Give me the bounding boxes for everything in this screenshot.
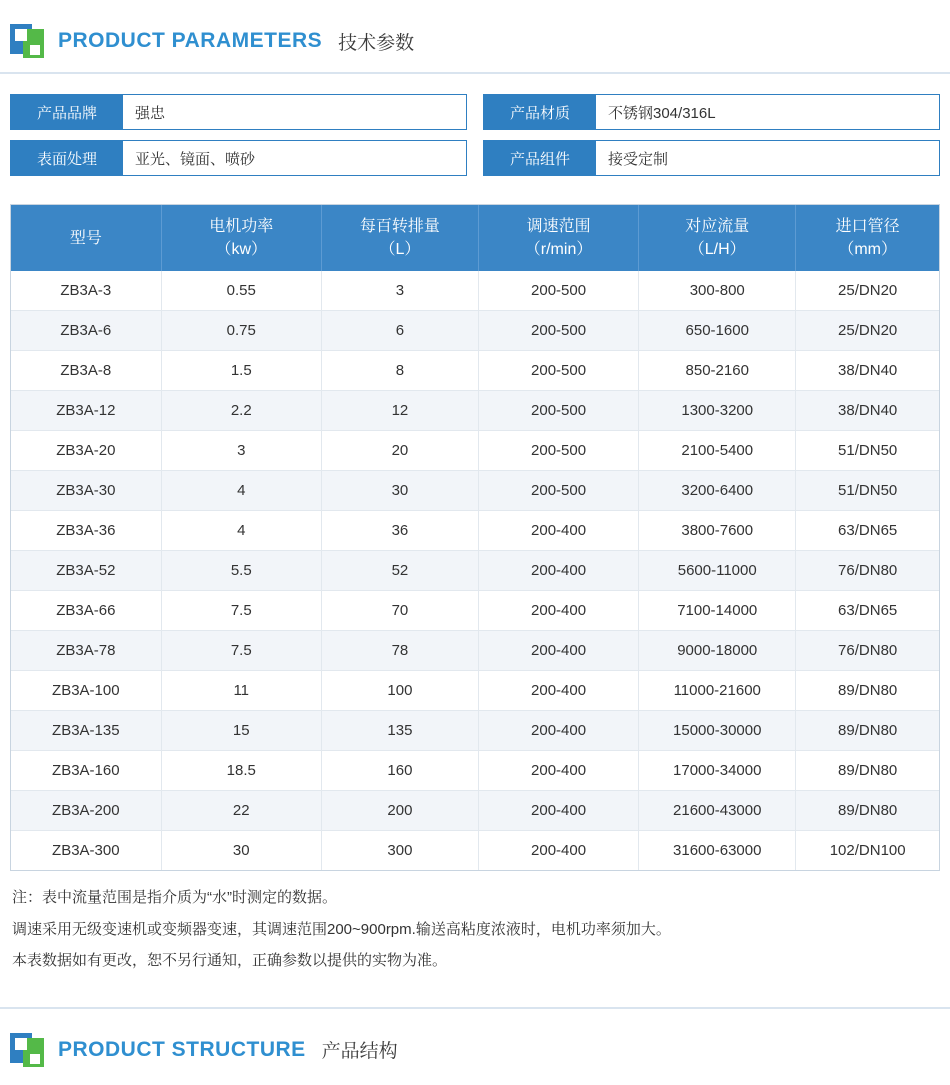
- note-line-2: 调速采用无级变速机或变频器变速，其调速范围200~900rpm.输送高粘度浓液时，电机功率须加大。: [12, 920, 671, 938]
- table-row: [11, 671, 939, 711]
- info-row-surface-treatment: [10, 140, 467, 176]
- info-label-material: 产品材质: [484, 95, 596, 129]
- table-cell-inlet-diameter: 89/DN80: [796, 791, 939, 831]
- table-cell-model: ZB3A-12: [11, 391, 161, 431]
- table-cell-motor-power: 4: [161, 511, 321, 551]
- table-cell-motor-power: 1.5: [161, 351, 321, 391]
- table-cell-model: ZB3A-30: [11, 471, 161, 511]
- table-cell-flow-rate: 3800-7600: [639, 511, 796, 551]
- table-cell-flow-rate: 650-1600: [639, 311, 796, 351]
- table-cell-inlet-diameter: 51/DN50: [796, 431, 939, 471]
- table-header-displacement-line2: （L）: [379, 241, 421, 259]
- section-header-parameters: [0, 0, 950, 74]
- table-cell-flow-rate: 1300-3200: [639, 391, 796, 431]
- table-row: [11, 311, 939, 351]
- table-header-motor-power: [161, 205, 321, 271]
- table-cell-model: ZB3A-300: [11, 831, 161, 871]
- table-cell-motor-power: 7.5: [161, 631, 321, 671]
- table-cell-flow-rate: 3200-6400: [639, 471, 796, 511]
- info-column-left: [10, 94, 467, 186]
- table-cell-flow-rate: 9000-18000: [639, 631, 796, 671]
- table-cell-motor-power: 0.75: [161, 311, 321, 351]
- table-cell-model: ZB3A-36: [11, 511, 161, 551]
- table-cell-motor-power: 5.5: [161, 551, 321, 591]
- table-cell-model: ZB3A-135: [11, 711, 161, 751]
- table-cell-speed-range: 200-400: [478, 791, 638, 831]
- table-row: [11, 431, 939, 471]
- table-cell-inlet-diameter: 76/DN80: [796, 551, 939, 591]
- note-line-3: 本表数据如有更改，恕不另行通知，正确参数以提供的实物为准。: [12, 952, 448, 970]
- table-cell-displacement: 6: [321, 311, 478, 351]
- table-cell-displacement: 200: [321, 791, 478, 831]
- table-cell-motor-power: 22: [161, 791, 321, 831]
- table-cell-speed-range: 200-400: [478, 511, 638, 551]
- table-row: [11, 351, 939, 391]
- table-cell-speed-range: 200-400: [478, 831, 638, 871]
- table-cell-displacement: 30: [321, 471, 478, 511]
- table-cell-motor-power: 3: [161, 431, 321, 471]
- table-cell-displacement: 8: [321, 351, 478, 391]
- table-header-motor-power-line1: 电机功率: [209, 218, 274, 235]
- table-cell-speed-range: 200-500: [478, 351, 638, 391]
- section-title-en-structure: PRODUCT STRUCTURE: [58, 1037, 306, 1061]
- table-cell-displacement: 300: [321, 831, 478, 871]
- table-cell-motor-power: 0.55: [161, 271, 321, 311]
- info-label-components: 产品组件: [484, 141, 596, 175]
- table-cell-displacement: 52: [321, 551, 478, 591]
- table-cell-speed-range: 200-500: [478, 271, 638, 311]
- table-cell-speed-range: 200-500: [478, 391, 638, 431]
- table-cell-displacement: 12: [321, 391, 478, 431]
- table-cell-flow-rate: 850-2160: [639, 351, 796, 391]
- table-cell-flow-rate: 17000-34000: [639, 751, 796, 791]
- table-cell-displacement: 20: [321, 431, 478, 471]
- info-value-components: 接受定制: [596, 141, 939, 175]
- section-title-cn: 技术参数: [338, 32, 415, 54]
- section-divider-structure: [0, 1007, 950, 1073]
- table-cell-displacement: 3: [321, 271, 478, 311]
- company-logo-icon-bottom: [10, 1033, 44, 1067]
- table-cell-flow-rate: 300-800: [639, 271, 796, 311]
- table-cell-model: ZB3A-66: [11, 591, 161, 631]
- table-row: [11, 591, 939, 631]
- table-header-displacement: [321, 205, 478, 271]
- table-cell-inlet-diameter: 102/DN100: [796, 831, 939, 871]
- table-cell-model: ZB3A-20: [11, 431, 161, 471]
- table-header-inlet-diameter: [796, 205, 939, 271]
- table-cell-flow-rate: 7100-14000: [639, 591, 796, 631]
- info-row-components: [483, 140, 940, 176]
- table-notes: [12, 887, 938, 973]
- table-cell-speed-range: 200-400: [478, 591, 638, 631]
- info-row-brand: [10, 94, 467, 130]
- table-header-inlet-diameter-line1: 进口管径: [835, 218, 900, 235]
- table-row: [11, 551, 939, 591]
- table-cell-model: ZB3A-200: [11, 791, 161, 831]
- table-cell-model: ZB3A-6: [11, 311, 161, 351]
- table-cell-model: ZB3A-52: [11, 551, 161, 591]
- product-info-grid: [10, 94, 940, 186]
- table-cell-flow-rate: 15000-30000: [639, 711, 796, 751]
- info-column-right: [483, 94, 940, 186]
- info-label-surface-treatment: 表面处理: [11, 141, 123, 175]
- table-row: [11, 271, 939, 311]
- table-cell-motor-power: 30: [161, 831, 321, 871]
- table-cell-speed-range: 200-500: [478, 431, 638, 471]
- table-cell-inlet-diameter: 89/DN80: [796, 671, 939, 711]
- info-value-brand: 强忠: [123, 95, 466, 129]
- table-cell-speed-range: 200-400: [478, 551, 638, 591]
- table-cell-model: ZB3A-160: [11, 751, 161, 791]
- table-cell-inlet-diameter: 25/DN20: [796, 271, 939, 311]
- table-header-model: [11, 205, 161, 271]
- table-cell-displacement: 78: [321, 631, 478, 671]
- table-cell-motor-power: 18.5: [161, 751, 321, 791]
- table-cell-flow-rate: 11000-21600: [639, 671, 796, 711]
- table-cell-inlet-diameter: 63/DN65: [796, 591, 939, 631]
- table-cell-displacement: 36: [321, 511, 478, 551]
- info-value-material: 不锈钢304/316L: [596, 95, 939, 129]
- table-row: [11, 751, 939, 791]
- table-header-motor-power-line2: （kw）: [215, 241, 268, 259]
- table-row: [11, 711, 939, 751]
- table-header-row: [11, 205, 939, 271]
- table-row: [11, 511, 939, 551]
- table-cell-model: ZB3A-8: [11, 351, 161, 391]
- table-cell-speed-range: 200-500: [478, 471, 638, 511]
- table-header-displacement-line1: 每百转排量: [359, 218, 440, 235]
- table-cell-displacement: 70: [321, 591, 478, 631]
- table-cell-flow-rate: 5600-11000: [639, 551, 796, 591]
- section-title-cn-structure: 产品结构: [321, 1041, 398, 1063]
- note-line-1: 注：表中流量范围是指介质为“水”时测定的数据。: [12, 889, 337, 907]
- table-cell-inlet-diameter: 25/DN20: [796, 311, 939, 351]
- table-row: [11, 831, 939, 871]
- parameter-table-container: [10, 204, 940, 871]
- table-cell-model: ZB3A-78: [11, 631, 161, 671]
- table-cell-inlet-diameter: 51/DN50: [796, 471, 939, 511]
- table-header-flow-rate-line2: （L/H）: [688, 241, 746, 259]
- section-title-en: PRODUCT PARAMETERS: [58, 29, 323, 52]
- table-cell-displacement: 160: [321, 751, 478, 791]
- table-header-speed-range-line1: 调速范围: [526, 218, 591, 235]
- table-cell-displacement: 135: [321, 711, 478, 751]
- table-cell-motor-power: 2.2: [161, 391, 321, 431]
- table-cell-displacement: 100: [321, 671, 478, 711]
- company-logo-icon: [10, 24, 44, 58]
- table-cell-motor-power: 15: [161, 711, 321, 751]
- parameter-table-head: [11, 205, 939, 271]
- table-cell-inlet-diameter: 38/DN40: [796, 391, 939, 431]
- table-row: [11, 391, 939, 431]
- table-cell-inlet-diameter: 89/DN80: [796, 711, 939, 751]
- table-cell-inlet-diameter: 38/DN40: [796, 351, 939, 391]
- table-cell-motor-power: 11: [161, 671, 321, 711]
- table-row: [11, 631, 939, 671]
- table-cell-motor-power: 7.5: [161, 591, 321, 631]
- table-header-inlet-diameter-line2: （mm）: [838, 241, 897, 259]
- table-cell-speed-range: 200-400: [478, 751, 638, 791]
- table-cell-model: ZB3A-3: [11, 271, 161, 311]
- table-cell-flow-rate: 2100-5400: [639, 431, 796, 471]
- parameter-table-body: [11, 271, 939, 870]
- table-header-model-line1: 型号: [69, 229, 102, 247]
- table-row: [11, 471, 939, 511]
- parameter-table: [11, 205, 939, 870]
- table-header-flow-rate: [639, 205, 796, 271]
- table-header-flow-rate-line1: 对应流量: [685, 218, 750, 235]
- table-cell-speed-range: 200-500: [478, 311, 638, 351]
- table-cell-flow-rate: 31600-63000: [639, 831, 796, 871]
- section-header-structure: [0, 1027, 950, 1073]
- table-row: [11, 791, 939, 831]
- table-cell-inlet-diameter: 76/DN80: [796, 631, 939, 671]
- table-cell-speed-range: 200-400: [478, 711, 638, 751]
- table-cell-flow-rate: 21600-43000: [639, 791, 796, 831]
- table-cell-speed-range: 200-400: [478, 631, 638, 671]
- info-value-surface-treatment: 亚光、镜面、喷砂: [123, 141, 466, 175]
- table-cell-inlet-diameter: 63/DN65: [796, 511, 939, 551]
- table-header-speed-range: [478, 205, 638, 271]
- table-cell-model: ZB3A-100: [11, 671, 161, 711]
- info-label-brand: 产品品牌: [11, 95, 123, 129]
- table-cell-inlet-diameter: 89/DN80: [796, 751, 939, 791]
- table-cell-motor-power: 4: [161, 471, 321, 511]
- info-row-material: [483, 94, 940, 130]
- table-header-speed-range-line2: （r/min）: [524, 241, 593, 259]
- table-cell-speed-range: 200-400: [478, 671, 638, 711]
